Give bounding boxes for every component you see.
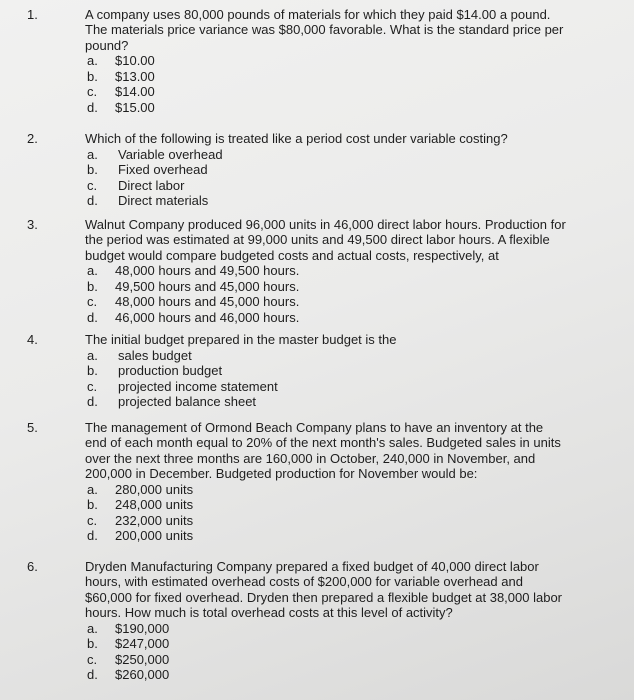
option-letter: a. bbox=[87, 620, 98, 636]
option-letter: a. bbox=[87, 347, 98, 363]
question-number: 2. bbox=[27, 131, 38, 146]
option-text: $250,000 bbox=[115, 651, 170, 667]
answer-option bbox=[87, 621, 169, 637]
option-letter: d. bbox=[87, 99, 98, 115]
question-stem bbox=[85, 559, 562, 620]
option-text: $247,000 bbox=[115, 636, 170, 652]
stem-line: 200,000 in December. Budgeted production for November would be: bbox=[85, 465, 478, 481]
stem-line: The materials price variance was $80,000 favorable. What is the standard price per bbox=[85, 22, 564, 38]
stem-line: the period was estimated at 99,000 units and 49,500 direct labor hours. A flexible bbox=[85, 232, 550, 248]
answer-option bbox=[87, 348, 278, 364]
option-text: Fixed overhead bbox=[118, 162, 208, 178]
question-stem bbox=[85, 332, 396, 347]
answer-option bbox=[87, 193, 223, 209]
question-stem bbox=[85, 420, 561, 481]
answer-option bbox=[87, 513, 193, 529]
question-number: 6. bbox=[27, 559, 38, 574]
answer-options bbox=[87, 621, 169, 683]
answer-options bbox=[87, 482, 193, 544]
question-stem bbox=[85, 7, 563, 53]
option-letter: d. bbox=[87, 528, 98, 544]
option-letter: a. bbox=[87, 481, 98, 497]
stem-line: over the next three months are 160,000 in October, 240,000 in November, and bbox=[85, 450, 536, 466]
option-letter: a. bbox=[87, 263, 98, 279]
option-text: 49,500 hours and 45,000 hours. bbox=[115, 278, 300, 294]
option-text: 280,000 units bbox=[115, 481, 194, 497]
stem-line: $60,000 for fixed overhead. Dryden then prepared a flexible budget at 38,000 labor bbox=[85, 589, 563, 605]
stem-line: budget would compare budgeted costs and actual costs, respectively, at bbox=[85, 247, 499, 263]
answer-option bbox=[87, 69, 155, 85]
option-text: 248,000 units bbox=[115, 497, 194, 513]
answer-option bbox=[87, 294, 299, 310]
option-letter: b. bbox=[87, 162, 98, 178]
stem-line: hours. How much is total overhead costs at this level of activity? bbox=[85, 604, 453, 620]
option-text: 200,000 units bbox=[115, 528, 194, 544]
option-letter: c. bbox=[87, 512, 98, 528]
stem-line: Dryden Manufacturing Company prepared a fixed budget of 40,000 direct labor bbox=[85, 559, 539, 574]
answer-options bbox=[87, 53, 155, 115]
option-text: 48,000 hours and 45,000 hours. bbox=[115, 294, 300, 310]
option-letter: a. bbox=[87, 146, 98, 162]
option-letter: d. bbox=[87, 394, 98, 410]
answer-option bbox=[87, 497, 193, 513]
question-number: 5. bbox=[27, 420, 38, 435]
answer-option bbox=[87, 53, 155, 69]
stem-line: The management of Ormond Beach Company plans to have an inventory at the bbox=[85, 420, 544, 435]
stem-line: end of each month equal to 20% of the next month's sales. Budgeted sales in units bbox=[85, 435, 561, 451]
option-letter: b. bbox=[87, 278, 98, 294]
option-text: Direct materials bbox=[118, 193, 209, 209]
option-letter: b. bbox=[87, 363, 98, 379]
option-text: projected balance sheet bbox=[118, 394, 257, 410]
answer-option bbox=[87, 263, 299, 279]
answer-option bbox=[87, 636, 169, 652]
option-text: production budget bbox=[118, 363, 223, 379]
answer-option bbox=[87, 394, 278, 410]
option-letter: b. bbox=[87, 636, 98, 652]
stem-line: Which of the following is treated like a period cost under variable costing? bbox=[85, 131, 508, 146]
question-number: 1. bbox=[27, 7, 38, 22]
answer-option bbox=[87, 528, 193, 544]
option-text: $13.00 bbox=[115, 68, 155, 84]
option-text: 46,000 hours and 46,000 hours. bbox=[115, 309, 300, 325]
option-text: $190,000 bbox=[115, 620, 170, 636]
option-text: $14.00 bbox=[115, 84, 155, 100]
answer-option bbox=[87, 363, 278, 379]
stem-line: pound? bbox=[85, 37, 129, 53]
option-letter: c. bbox=[87, 177, 98, 193]
option-text: projected income statement bbox=[118, 378, 278, 394]
option-letter: c. bbox=[87, 378, 98, 394]
question-stem bbox=[85, 217, 566, 263]
option-letter: d. bbox=[87, 309, 98, 325]
stem-line: The initial budget prepared in the master budget is the bbox=[85, 332, 397, 347]
answer-options bbox=[87, 147, 223, 209]
option-text: 48,000 hours and 49,500 hours. bbox=[115, 263, 300, 279]
answer-option bbox=[87, 178, 223, 194]
answer-option bbox=[87, 279, 299, 295]
stem-line: A company uses 80,000 pounds of materials for which they paid $14.00 a pound. bbox=[85, 7, 551, 22]
option-text: 232,000 units bbox=[115, 512, 194, 528]
option-text: $10.00 bbox=[115, 53, 155, 69]
option-letter: d. bbox=[87, 667, 98, 683]
stem-line: hours, with estimated overhead costs of $200,000 for variable overhead and bbox=[85, 574, 523, 590]
option-letter: d. bbox=[87, 193, 98, 209]
option-letter: c. bbox=[87, 84, 98, 100]
answer-option bbox=[87, 162, 223, 178]
answer-options bbox=[87, 348, 278, 410]
answer-option bbox=[87, 84, 155, 100]
answer-option bbox=[87, 379, 278, 395]
answer-option bbox=[87, 667, 169, 683]
answer-option bbox=[87, 147, 223, 163]
answer-option bbox=[87, 482, 193, 498]
answer-options bbox=[87, 263, 299, 325]
option-letter: b. bbox=[87, 68, 98, 84]
option-letter: b. bbox=[87, 497, 98, 513]
option-text: sales budget bbox=[118, 347, 192, 363]
question-number: 3. bbox=[27, 217, 38, 232]
answer-option bbox=[87, 652, 169, 668]
stem-line: Walnut Company produced 96,000 units in 46,000 direct labor hours. Production for bbox=[85, 217, 566, 232]
option-text: Direct labor bbox=[118, 177, 185, 193]
option-letter: a. bbox=[87, 53, 98, 69]
option-text: $15.00 bbox=[115, 99, 155, 115]
option-text: Variable overhead bbox=[118, 146, 223, 162]
option-letter: c. bbox=[87, 294, 98, 310]
question-number: 4. bbox=[27, 332, 38, 347]
option-letter: c. bbox=[87, 651, 98, 667]
answer-option bbox=[87, 100, 155, 116]
option-text: $260,000 bbox=[115, 667, 170, 683]
answer-option bbox=[87, 310, 299, 326]
question-stem bbox=[85, 131, 508, 146]
